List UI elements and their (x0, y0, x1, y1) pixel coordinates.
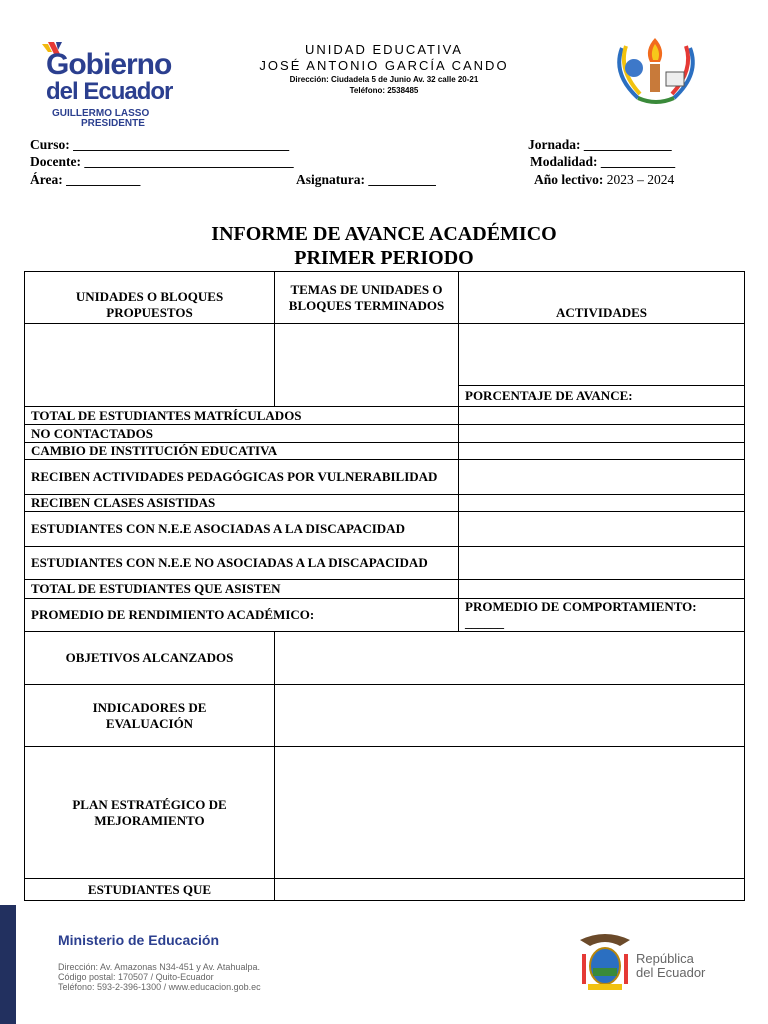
row-label: ESTUDIANTES CON N.E.E NO ASOCIADAS A LA DISCAPACIDAD (25, 547, 459, 580)
plan-row (25, 747, 745, 879)
row-value-cell[interactable] (459, 495, 745, 512)
footer-postal-line: Código postal: 170507 / Quito-Ecuador (58, 972, 214, 982)
jornada-label: Jornada: (528, 137, 581, 152)
coat-of-arms-icon (576, 930, 634, 994)
table-row (25, 580, 745, 599)
row-value-cell[interactable] (459, 460, 745, 495)
header-temas: TEMAS DE UNIDADES O BLOQUES TERMINADOS (275, 272, 459, 324)
actividades-input-cell[interactable] (459, 324, 745, 386)
anio-lectivo-value: 2023 – 2024 (606, 172, 675, 187)
estudiantes-input-cell[interactable] (275, 879, 745, 901)
row-label: RECIBEN ACTIVIDADES PEDAGÓGICAS POR VULNERABILIDAD (25, 460, 459, 495)
document-title (0, 222, 768, 270)
promedio-rendimiento-label: PROMEDIO DE RENDIMIENTO ACADÉMICO: (25, 599, 459, 632)
temas-input-cell[interactable] (275, 324, 459, 407)
header-actividades: ACTIVIDADES (459, 272, 745, 324)
row-value-cell[interactable] (459, 443, 745, 460)
modalidad-label: Modalidad: (530, 154, 598, 169)
row-value-cell[interactable] (459, 547, 745, 580)
area-label: Área: (30, 172, 63, 187)
school-name: JOSÉ ANTONIO GARCÍA CANDO (259, 58, 509, 73)
anio-lectivo-field (534, 172, 674, 188)
row-value-cell[interactable] (459, 407, 745, 425)
promedio-comportamiento-cell: PROMEDIO DE COMPORTAMIENTO: ______ (459, 599, 745, 632)
title-line1: INFORME DE AVANCE ACADÉMICO (211, 223, 557, 245)
indicadores-input-cell[interactable] (275, 685, 745, 747)
footer-address-line: Dirección: Av. Amazonas N34-451 y Av. Atahualpa. (58, 962, 260, 972)
modalidad-field: Modalidad: ___________ (530, 154, 676, 169)
school-phone: Teléfono: 2538485 (349, 86, 419, 95)
footer-bar (0, 905, 16, 1024)
republica-line1: República (636, 951, 694, 966)
school-address: Dirección: Ciudadela 5 de Junio Av. 32 calle 20-21 (289, 75, 479, 84)
table-row (25, 407, 745, 425)
entry-row (25, 324, 745, 386)
plan-label: PLAN ESTRATÉGICO DE MEJORAMIENTO (25, 747, 275, 879)
row-label: CAMBIO DE INSTITUCIÓN EDUCATIVA (25, 443, 459, 460)
row-label: TOTAL DE ESTUDIANTES QUE ASISTEN (25, 580, 459, 599)
school-type: UNIDAD EDUCATIVA (305, 42, 463, 57)
table-row (25, 425, 745, 443)
president-title: PRESIDENTE (81, 118, 145, 129)
objetivos-row (25, 632, 745, 685)
porcentaje-label: PORCENTAJE DE AVANCE: (459, 386, 745, 407)
footer-address (58, 962, 261, 992)
row-label: NO CONTACTADOS (25, 425, 459, 443)
table-row (25, 460, 745, 495)
header-unidades: UNIDADES O BLOQUES PROPUESTOS (25, 272, 275, 324)
objetivos-label: OBJETIVOS ALCANZADOS (25, 632, 275, 685)
estudiantes-row (25, 879, 745, 901)
area-field: Área: ___________ (30, 172, 141, 187)
row-label: TOTAL DE ESTUDIANTES MATRÍCULADOS (25, 407, 459, 425)
report-table (24, 271, 745, 901)
jornada-field: Jornada: _____________ (528, 137, 672, 152)
gobierno-text: Gobierno (46, 48, 172, 81)
footer-phone-line: Teléfono: 593-2-396-1300 / www.educacion.gob.ec (58, 982, 261, 992)
republica-logo (576, 930, 726, 994)
asignatura-field: Asignatura: __________ (296, 172, 436, 187)
asignatura-label: Asignatura: (296, 172, 366, 187)
table-header-row (25, 272, 745, 324)
ecuador-text: del Ecuador (46, 78, 173, 105)
row-value-cell[interactable] (459, 580, 745, 599)
school-emblem-icon (608, 34, 704, 108)
table-row (25, 443, 745, 460)
row-value-cell[interactable] (459, 512, 745, 547)
plan-input-cell[interactable] (275, 747, 745, 879)
unidades-input-cell[interactable] (25, 324, 275, 407)
table-row (25, 495, 745, 512)
row-label: ESTUDIANTES CON N.E.E ASOCIADAS A LA DISCAPACIDAD (25, 512, 459, 547)
docente-label: Docente: (30, 154, 81, 169)
curso-label: Curso: (30, 137, 70, 152)
promedio-row (25, 599, 745, 632)
ministerio-label: Ministerio de Educación (58, 932, 220, 948)
republica-line2: del Ecuador (636, 965, 706, 980)
title-line2: PRIMER PERIODO (294, 247, 474, 269)
table-row (25, 547, 745, 580)
estudiantes-que-label: ESTUDIANTES QUE (25, 879, 275, 901)
promedio-comportamiento-label: PROMEDIO DE COMPORTAMIENTO: (465, 599, 697, 614)
docente-field: Docente: _______________________________ (30, 154, 294, 169)
indicadores-row (25, 685, 745, 747)
president-name: GUILLERMO LASSO (52, 108, 150, 119)
indicadores-label: INDICADORES DE EVALUACIÓN (25, 685, 275, 747)
row-value-cell[interactable] (459, 425, 745, 443)
row-label: RECIBEN CLASES ASISTIDAS (25, 495, 459, 512)
republica-text (636, 952, 705, 980)
curso-field: Curso: ________________________________ (30, 137, 290, 152)
table-row (25, 512, 745, 547)
anio-lectivo-label: Año lectivo: (534, 172, 604, 187)
objetivos-input-cell[interactable] (275, 632, 745, 685)
